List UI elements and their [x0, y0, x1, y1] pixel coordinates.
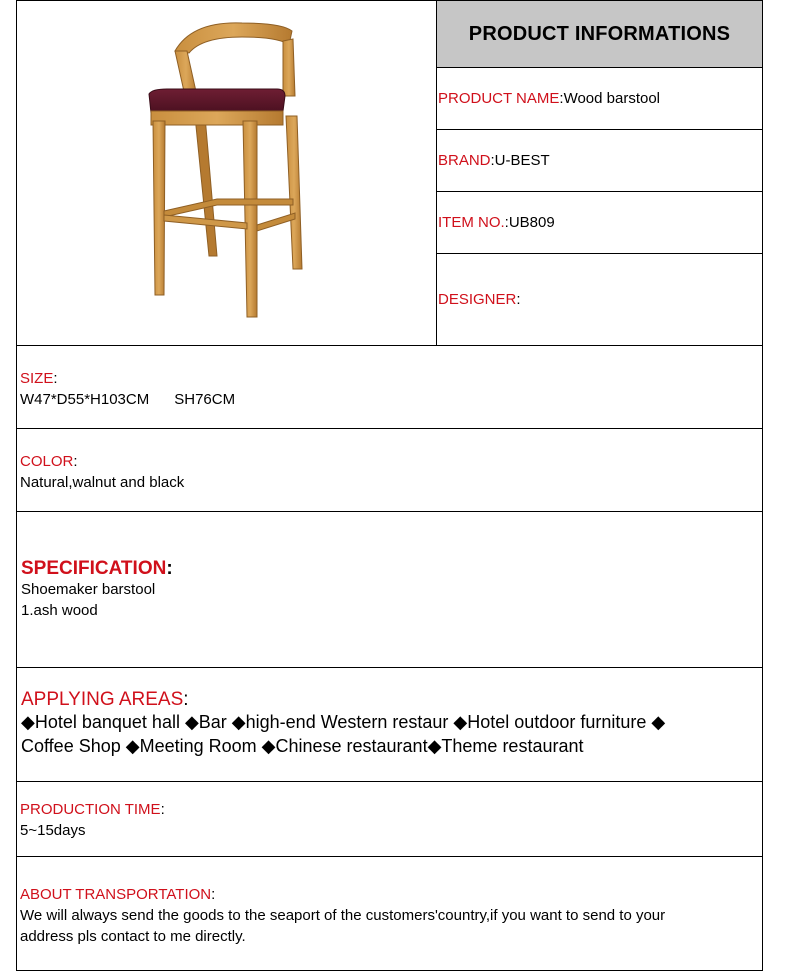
applying-areas-label: APPLYING AREAS	[21, 689, 184, 710]
size-content	[20, 368, 235, 410]
product-name-label: PRODUCT NAME	[438, 90, 560, 107]
production-time-content	[20, 799, 165, 841]
designer-value: :	[516, 291, 521, 308]
header-divider	[436, 67, 763, 68]
specification-line-1: Shoemaker barstool	[21, 581, 156, 598]
transportation-label: ABOUT TRANSPORTATION	[20, 886, 212, 903]
size-label: SIZE	[20, 370, 54, 387]
applying-areas-colon: :	[183, 689, 189, 710]
specification-label: SPECIFICATION	[21, 558, 167, 579]
production-time-colon: :	[160, 801, 165, 818]
brand-value: :U-BEST	[490, 152, 550, 169]
product-name-value: :Wood barstool	[559, 90, 661, 107]
transportation-content	[20, 884, 665, 947]
item-no-label: ITEM NO.	[438, 214, 505, 231]
brand-label: BRAND	[438, 152, 491, 169]
product-name-row	[438, 90, 660, 107]
size-colon: :	[53, 370, 58, 387]
specification-content	[21, 558, 173, 621]
info-divider-1	[436, 129, 763, 130]
applying-areas-content	[21, 689, 665, 758]
info-divider-2	[436, 191, 763, 192]
page-title: PRODUCT INFORMATIONS	[468, 22, 731, 45]
info-divider-3	[436, 253, 763, 254]
item-no-row	[438, 214, 555, 231]
transportation-colon: :	[211, 886, 216, 903]
specification-colon: :	[166, 558, 173, 579]
color-content	[20, 451, 184, 493]
color-value: Natural,walnut and black	[20, 474, 185, 491]
production-time-value: 5~15days	[20, 822, 86, 839]
color-colon: :	[73, 453, 78, 470]
color-label: COLOR	[20, 453, 74, 470]
header-cell	[437, 1, 762, 67]
applying-areas-line-2: Coffee Shop ◆Meeting Room ◆Chinese restaurant◆Theme restaurant	[21, 736, 584, 756]
item-no-value: :UB809	[504, 214, 555, 231]
designer-row	[438, 291, 521, 308]
designer-label: DESIGNER	[438, 291, 517, 308]
specification-line-2: 1.ash wood	[21, 602, 98, 619]
barstool-illustration	[17, 1, 436, 345]
brand-row	[438, 152, 550, 169]
production-time-label: PRODUCTION TIME	[20, 801, 161, 818]
size-value: W47*D55*H103CM SH76CM	[20, 391, 236, 408]
transportation-line-1: We will always send the goods to the seaport of the customers'country,if you want to send to your	[20, 907, 666, 924]
transportation-line-2: address pls contact to me directly.	[20, 928, 246, 945]
product-image	[17, 1, 436, 345]
applying-areas-line-1: ◆Hotel banquet hall ◆Bar ◆high-end Western restaur ◆Hotel outdoor furniture ◆	[21, 712, 666, 732]
